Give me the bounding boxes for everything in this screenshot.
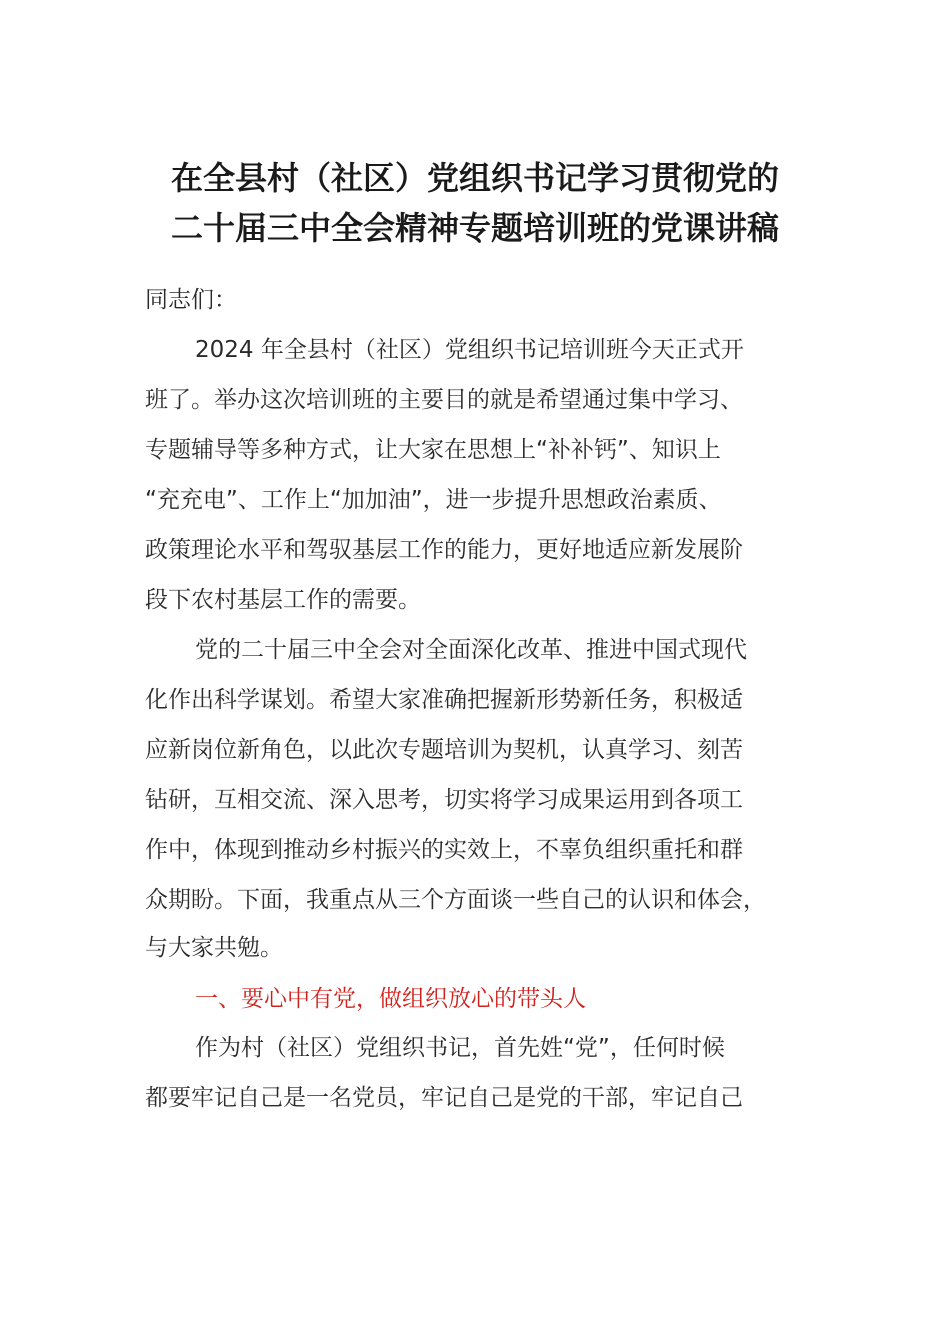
- paragraph-line: 2024 年全县村（社区）党组织书记培训班今天正式开: [195, 337, 744, 363]
- paragraph-line: 与大家共勉。: [145, 935, 283, 961]
- paragraph-line: 都要牢记自己是一名党员，牢记自己是党的干部，牢记自己: [145, 1085, 743, 1111]
- paragraph-line: 专题辅导等多种方式，让大家在思想上“补补钙”、知识上: [145, 437, 721, 463]
- paragraph-line: 化作出科学谋划。希望大家准确把握新形势新任务，积极适: [145, 687, 743, 713]
- paragraph-line: 政策理论水平和驾驭基层工作的能力，更好地适应新发展阶: [145, 537, 743, 563]
- paragraph-line: 段下农村基层工作的需要。: [145, 587, 421, 613]
- paragraph-line: 作中，体现到推动乡村振兴的实效上，不辜负组织重托和群: [145, 837, 743, 863]
- paragraph-line: 钻研，互相交流、深入思考，切实将学习成果运用到各项工: [145, 787, 743, 813]
- paragraph-line: 应新岗位新角色，以此次专题培训为契机，认真学习、刻苦: [145, 737, 743, 763]
- salutation: 同志们：: [145, 287, 237, 313]
- paragraph-line: 作为村（社区）党组织书记，首先姓“党”，任何时候: [195, 1035, 725, 1061]
- paragraph-line: 众期盼。下面，我重点从三个方面谈一些自己的认识和体会，: [145, 887, 766, 913]
- paragraph-line: “充充电”、工作上“加加油”，进一步提升思想政治素质、: [145, 487, 722, 513]
- paragraph-line: 班了。举办这次培训班的主要目的就是希望通过集中学习、: [145, 387, 743, 413]
- section-heading-1: 一、要心中有党，做组织放心的带头人: [195, 986, 586, 1012]
- document-title-line-1: 在全县村（社区）党组织书记学习贯彻党的: [170, 159, 779, 197]
- paragraph-line: 党的二十届三中全会对全面深化改革、推进中国式现代: [195, 637, 747, 663]
- document-title-line-2: 二十届三中全会精神专题培训班的党课讲稿: [170, 209, 779, 247]
